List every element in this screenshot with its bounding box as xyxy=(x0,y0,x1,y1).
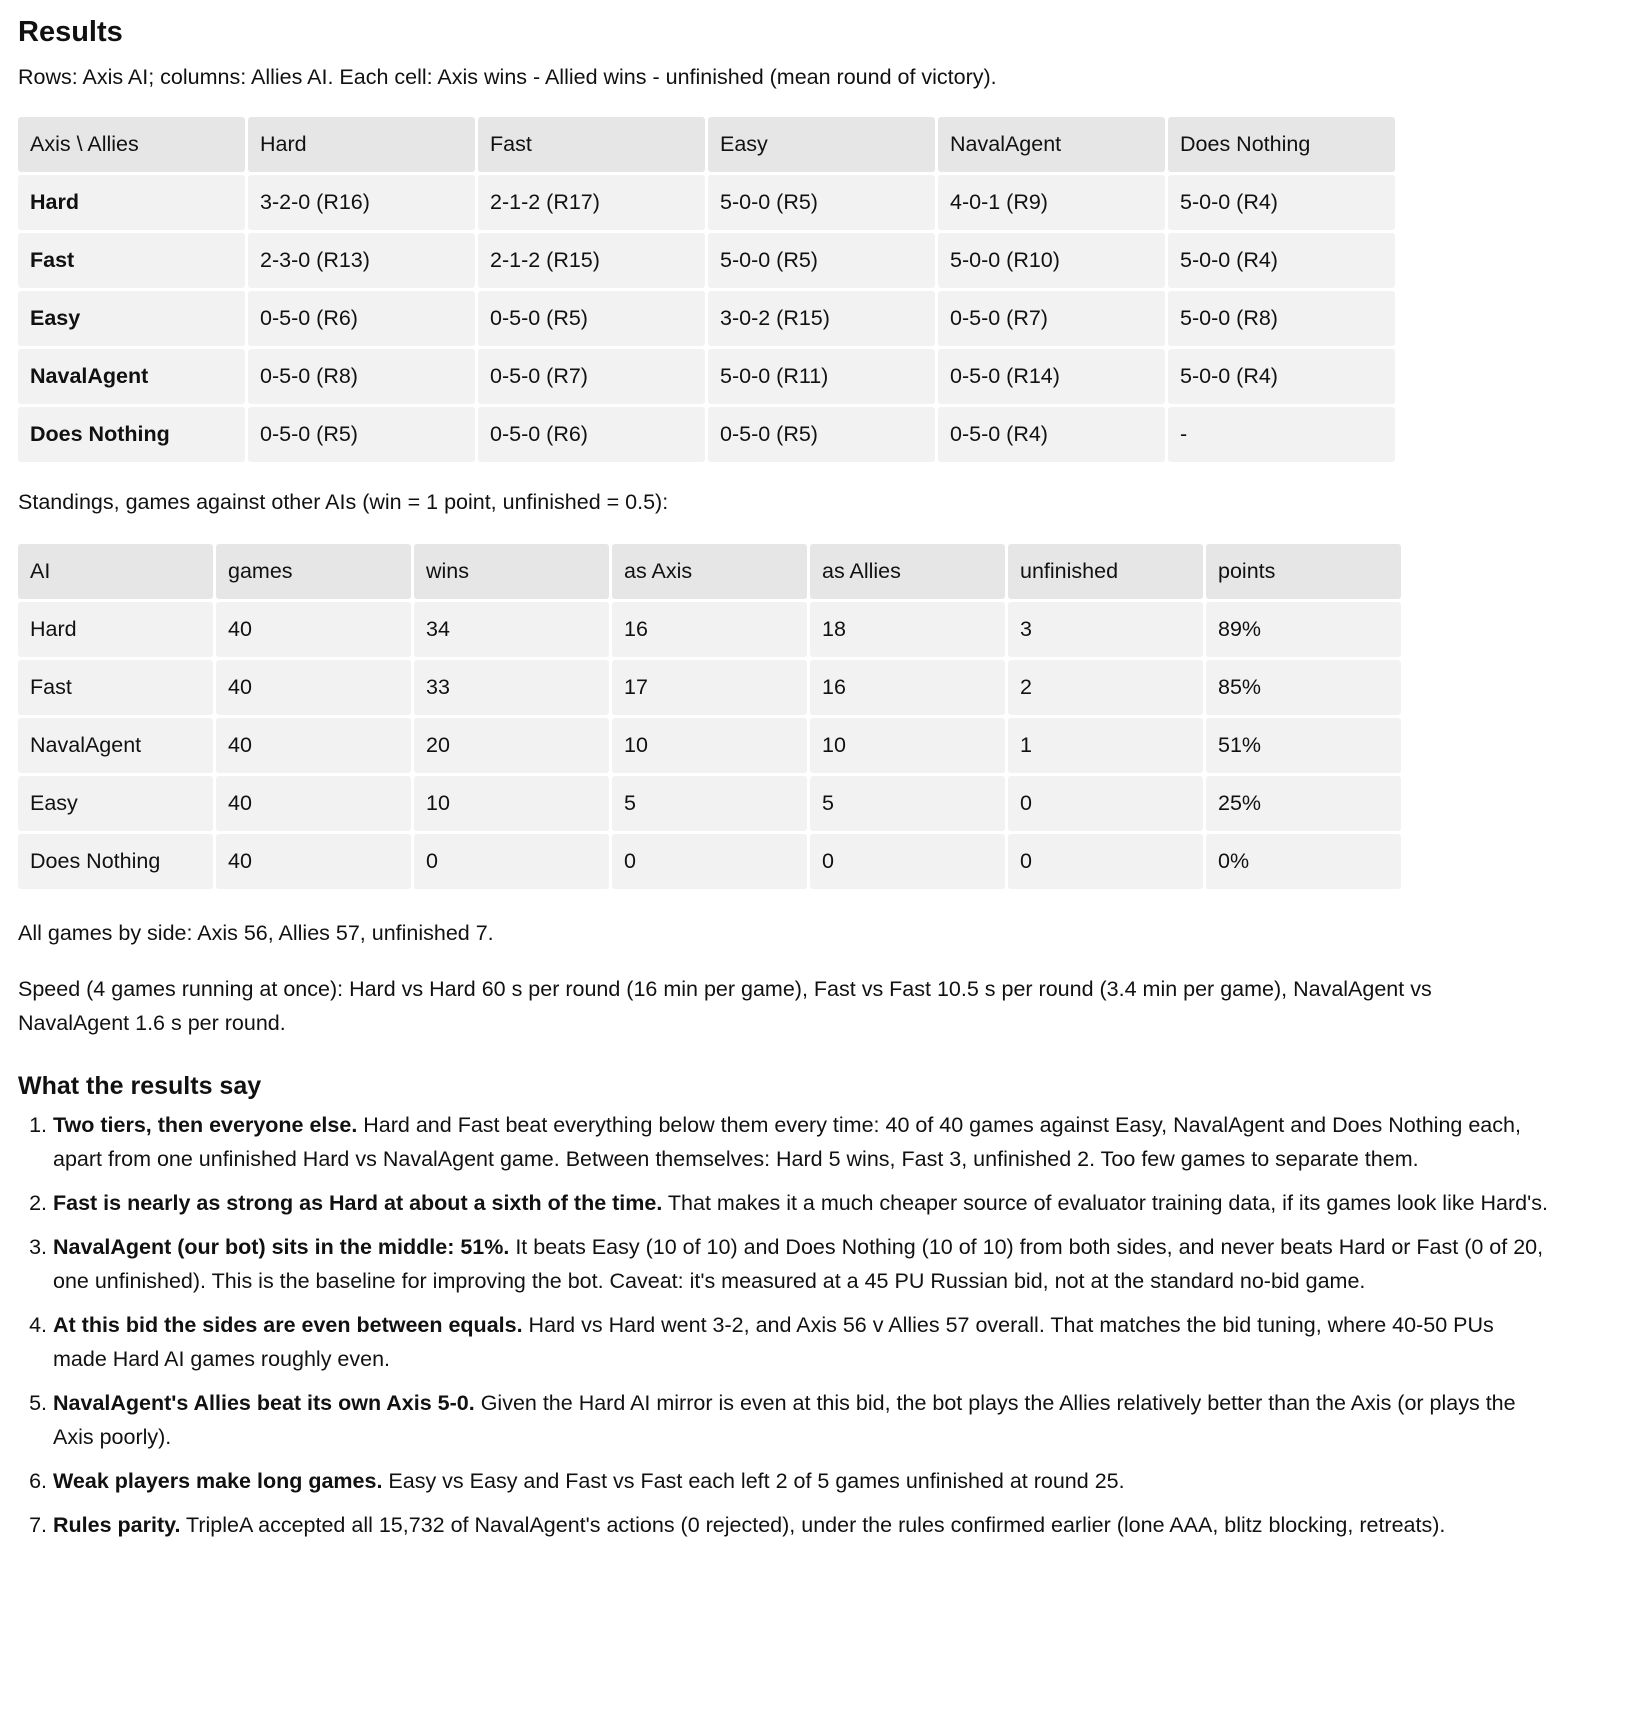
finding-item xyxy=(53,1308,1553,1376)
standings-cell: 0 xyxy=(414,834,609,889)
standings-cell: 18 xyxy=(810,602,1005,657)
finding-lead: NavalAgent's Allies beat its own Axis 5-0. xyxy=(53,1391,475,1415)
matrix-cell: 0-5-0 (R14) xyxy=(938,349,1165,404)
finding-text: It beats Easy (10 of 10) and Does Nothing (10 of 10) from both sides, and never beats Hard or Fast (0 of 20, one unfinished). This is the baseline for improving the bot. Caveat: it's measured at a 45 PU Russian bid, not at the standard no-bid game. xyxy=(53,1235,1544,1293)
standings-ai-name: NavalAgent xyxy=(18,718,213,773)
matrix-cell: 5-0-0 (R4) xyxy=(1168,349,1395,404)
matrix-cell: - xyxy=(1168,407,1395,462)
finding-item xyxy=(53,1186,1553,1220)
standings-cell: 0 xyxy=(1008,834,1203,889)
finding-lead: At this bid the sides are even between equals. xyxy=(53,1313,523,1337)
standings-cell: 3 xyxy=(1008,602,1203,657)
matrix-cell: 5-0-0 (R8) xyxy=(1168,291,1395,346)
finding-text: That makes it a much cheaper source of evaluator training data, if its games look like Hard's. xyxy=(662,1191,1548,1215)
finding-item xyxy=(53,1464,1553,1498)
standings-table xyxy=(15,541,1404,892)
standings-row xyxy=(18,776,1401,831)
matrix-cell: 0-5-0 (R7) xyxy=(938,291,1165,346)
standings-row xyxy=(18,834,1401,889)
finding-text: Hard vs Hard went 3-2, and Axis 56 v Allies 57 overall. That matches the bid tuning, where 40-50 PUs made Hard AI games roughly even. xyxy=(53,1313,1494,1371)
matrix-cell: 0-5-0 (R6) xyxy=(478,407,705,462)
matrix-cell: 5-0-0 (R11) xyxy=(708,349,935,404)
matrix-cell: 0-5-0 (R7) xyxy=(478,349,705,404)
standings-cell: 2 xyxy=(1008,660,1203,715)
findings-list xyxy=(18,1108,1553,1542)
finding-item xyxy=(53,1508,1553,1542)
finding-item xyxy=(53,1108,1553,1176)
matrix-row xyxy=(18,349,1395,404)
standings-row xyxy=(18,718,1401,773)
standings-ai-name: Hard xyxy=(18,602,213,657)
standings-cell: 40 xyxy=(216,660,411,715)
matrix-row-header: Hard xyxy=(18,175,245,230)
by-side-summary: All games by side: Axis 56, Allies 57, unfinished 7. xyxy=(18,921,494,945)
matrix-corner-header: Axis \ Allies xyxy=(18,117,245,172)
standings-cell: 10 xyxy=(612,718,807,773)
standings-cell: 25% xyxy=(1206,776,1401,831)
results-matrix-table xyxy=(15,114,1398,465)
matrix-cell: 5-0-0 (R10) xyxy=(938,233,1165,288)
standings-cell: 40 xyxy=(216,834,411,889)
finding-text: Easy vs Easy and Fast vs Fast each left 2 of 5 games unfinished at round 25. xyxy=(382,1469,1125,1493)
matrix-row xyxy=(18,407,1395,462)
matrix-row xyxy=(18,233,1395,288)
standings-cell: 34 xyxy=(414,602,609,657)
standings-column-header: games xyxy=(216,544,411,599)
standings-cell: 20 xyxy=(414,718,609,773)
standings-cell: 10 xyxy=(414,776,609,831)
standings-cell: 17 xyxy=(612,660,807,715)
standings-intro: Standings, games against other AIs (win = 1 point, unfinished = 0.5): xyxy=(18,490,669,514)
speed-summary: Speed (4 games running at once): Hard vs Hard 60 s per round (16 min per game), Fast vs Fast 10.5 s per round (3.4 min per game), NavalAgent vs NavalAgent 1.6 s per round. xyxy=(18,977,1432,1035)
standings-column-header: points xyxy=(1206,544,1401,599)
matrix-column-header: NavalAgent xyxy=(938,117,1165,172)
matrix-cell: 0-5-0 (R4) xyxy=(938,407,1165,462)
matrix-cell: 4-0-1 (R9) xyxy=(938,175,1165,230)
standings-column-header: unfinished xyxy=(1008,544,1203,599)
matrix-cell: 2-1-2 (R15) xyxy=(478,233,705,288)
standings-cell: 40 xyxy=(216,602,411,657)
finding-text: TripleA accepted all 15,732 of NavalAgent's actions (0 rejected), under the rules confirmed earlier (lone AAA, blitz blocking, retreats). xyxy=(180,1513,1446,1537)
standings-cell: 0 xyxy=(612,834,807,889)
finding-item xyxy=(53,1386,1553,1454)
matrix-cell: 5-0-0 (R5) xyxy=(708,233,935,288)
results-intro: Rows: Axis AI; columns: Allies AI. Each cell: Axis wins - Allied wins - unfinished (mean round of victory). xyxy=(18,65,997,89)
standings-column-header: as Axis xyxy=(612,544,807,599)
finding-text: Given the Hard AI mirror is even at this bid, the bot plays the Allies relatively better than the Axis (or plays the Axis poorly). xyxy=(53,1391,1516,1449)
standings-cell: 16 xyxy=(612,602,807,657)
standings-header-row xyxy=(18,544,1401,599)
matrix-column-header: Does Nothing xyxy=(1168,117,1395,172)
finding-lead: Two tiers, then everyone else. xyxy=(53,1113,358,1137)
matrix-row xyxy=(18,291,1395,346)
finding-lead: Rules parity. xyxy=(53,1513,181,1537)
finding-lead: NavalAgent (our bot) sits in the middle: 51%. xyxy=(53,1235,510,1259)
matrix-cell: 5-0-0 (R4) xyxy=(1168,175,1395,230)
matrix-row xyxy=(18,175,1395,230)
matrix-cell: 2-3-0 (R13) xyxy=(248,233,475,288)
finding-lead: Fast is nearly as strong as Hard at about a sixth of the time. xyxy=(53,1191,663,1215)
matrix-column-header: Hard xyxy=(248,117,475,172)
standings-cell: 85% xyxy=(1206,660,1401,715)
finding-item xyxy=(53,1230,1553,1298)
finding-text: Hard and Fast beat everything below them every time: 40 of 40 games against Easy, NavalAgent and Does Nothing each, apart from one unfinished Hard vs NavalAgent game. Between themselves: Hard 5 wins, Fast 3, unfinished 2. Too few games to separate them. xyxy=(53,1113,1521,1171)
standings-column-header: wins xyxy=(414,544,609,599)
matrix-cell: 2-1-2 (R17) xyxy=(478,175,705,230)
standings-cell: 5 xyxy=(612,776,807,831)
standings-cell: 16 xyxy=(810,660,1005,715)
findings-heading: What the results say xyxy=(18,1072,262,1100)
matrix-cell: 5-0-0 (R5) xyxy=(708,175,935,230)
standings-row xyxy=(18,602,1401,657)
standings-cell: 5 xyxy=(810,776,1005,831)
standings-cell: 51% xyxy=(1206,718,1401,773)
standings-ai-name: Fast xyxy=(18,660,213,715)
standings-cell: 89% xyxy=(1206,602,1401,657)
standings-cell: 10 xyxy=(810,718,1005,773)
standings-row xyxy=(18,660,1401,715)
standings-cell: 40 xyxy=(216,776,411,831)
matrix-cell: 0-5-0 (R5) xyxy=(248,407,475,462)
matrix-cell: 0-5-0 (R8) xyxy=(248,349,475,404)
matrix-cell: 5-0-0 (R4) xyxy=(1168,233,1395,288)
matrix-cell: 0-5-0 (R5) xyxy=(708,407,935,462)
standings-ai-name: Does Nothing xyxy=(18,834,213,889)
matrix-cell: 0-5-0 (R5) xyxy=(478,291,705,346)
standings-cell: 0 xyxy=(1008,776,1203,831)
matrix-cell: 0-5-0 (R6) xyxy=(248,291,475,346)
standings-column-header: AI xyxy=(18,544,213,599)
standings-cell: 1 xyxy=(1008,718,1203,773)
standings-cell: 33 xyxy=(414,660,609,715)
standings-cell: 0% xyxy=(1206,834,1401,889)
standings-column-header: as Allies xyxy=(810,544,1005,599)
matrix-row-header: NavalAgent xyxy=(18,349,245,404)
matrix-cell: 3-2-0 (R16) xyxy=(248,175,475,230)
matrix-row-header: Fast xyxy=(18,233,245,288)
standings-cell: 0 xyxy=(810,834,1005,889)
standings-cell: 40 xyxy=(216,718,411,773)
matrix-row-header: Does Nothing xyxy=(18,407,245,462)
matrix-row-header: Easy xyxy=(18,291,245,346)
matrix-column-header: Fast xyxy=(478,117,705,172)
matrix-column-header: Easy xyxy=(708,117,935,172)
matrix-cell: 3-0-2 (R15) xyxy=(708,291,935,346)
matrix-header-row xyxy=(18,117,1395,172)
finding-lead: Weak players make long games. xyxy=(53,1469,383,1493)
results-heading: Results xyxy=(18,16,123,48)
standings-ai-name: Easy xyxy=(18,776,213,831)
